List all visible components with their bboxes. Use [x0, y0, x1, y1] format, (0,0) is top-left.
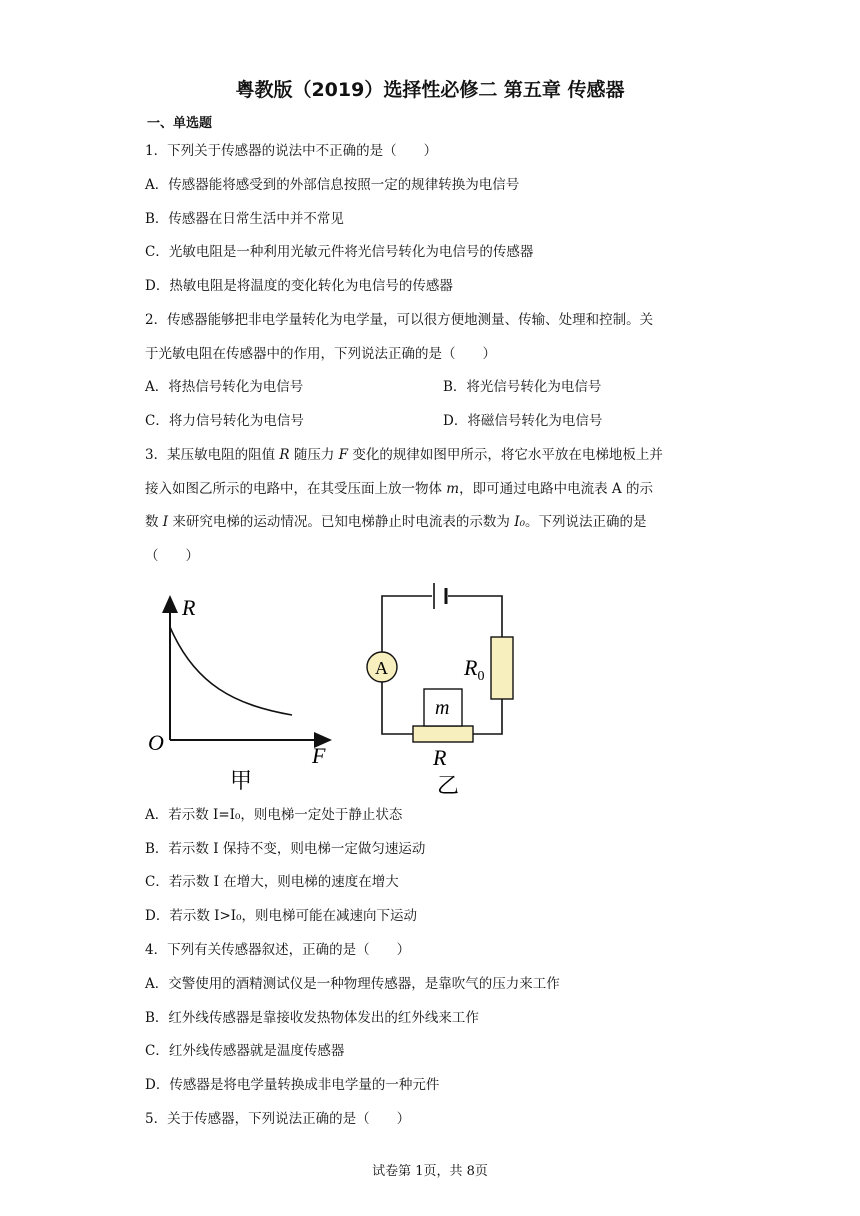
page-title: 粤教版（2019）选择性必修二 第五章 传感器 — [235, 79, 625, 101]
q5-stem: 5．关于传感器，下列说法正确的是（ ） — [145, 1111, 411, 1127]
figure-yi-caption: 乙 — [437, 773, 460, 798]
pressure-resistor — [413, 726, 473, 742]
q1-option-a: A．传感器能将感受到的外部信息按照一定的规律转换为电信号 — [145, 177, 520, 193]
q4-option-d: D．传感器是将电学量转换成非电学量的一种元件 — [145, 1077, 440, 1093]
q1-stem: 1．下列关于传感器的说法中不正确的是（ ） — [145, 143, 438, 159]
battery-icon — [434, 583, 446, 609]
q2-option-b: B．将光信号转化为电信号 — [443, 379, 602, 395]
q3-stem-line2: 接入如图乙所示的电路中，在其受压面上放一物体 m，即可通过电路中电流表 A 的示 — [145, 481, 653, 497]
q4-stem: 4．下列有关传感器叙述，正确的是（ ） — [145, 942, 411, 958]
q4-option-c: C．红外线传感器就是温度传感器 — [145, 1043, 345, 1059]
q3-option-c: C．若示数 I 在增大，则电梯的速度在增大 — [145, 874, 399, 890]
ammeter-label: A — [375, 658, 388, 678]
figure-jia-caption: 甲 — [230, 768, 253, 793]
y-axis-label: R — [182, 595, 196, 620]
resistor-r0 — [491, 637, 513, 699]
q3-option-a: A．若示数 I=I₀，则电梯一定处于静止状态 — [145, 807, 403, 823]
r0-label: $R_0$ — [464, 655, 485, 684]
r-f-curve — [170, 627, 292, 715]
q4-option-a: A．交警使用的酒精测试仪是一种物理传感器，是靠吹气的压力来工作 — [145, 976, 560, 992]
q2-option-a: A．将热信号转化为电信号 — [145, 379, 304, 395]
figure-jia-graph — [140, 585, 350, 795]
q3-stem-line1: 3．某压敏电阻的阻值 R 随压力 F 变化的规律如图甲所示，将它水平放在电梯地板上并 — [145, 447, 663, 463]
figure-yi-circuit — [360, 575, 530, 800]
q1-option-c: C．光敏电阻是一种利用光敏元件将光信号转化为电信号的传感器 — [145, 244, 534, 260]
section-heading: 一、单选题 — [147, 116, 213, 131]
q2-option-c: C．将力信号转化为电信号 — [145, 413, 304, 429]
q3-option-b: B．若示数 I 保持不变，则电梯一定做匀速运动 — [145, 841, 426, 857]
x-axis-label: F — [312, 743, 326, 768]
page-footer: 试卷第 1页，共 8页 — [372, 1164, 488, 1179]
q2-stem-line2: 于光敏电阻在传感器中的作用，下列说法正确的是（ ） — [145, 346, 496, 362]
mass-label: m — [435, 697, 450, 719]
q3-stem-line4: （ ） — [145, 548, 199, 564]
r-label: R — [433, 745, 447, 770]
q2-stem-line1: 2．传感器能够把非电学量转化为电学量，可以很方便地测量、传输、处理和控制。关 — [145, 312, 654, 328]
q1-option-b: B．传感器在日常生活中并不常见 — [145, 211, 344, 227]
q2-option-d: D．将磁信号转化为电信号 — [443, 413, 603, 429]
q3-option-d: D．若示数 I>I₀，则电梯可能在减速向下运动 — [145, 908, 418, 924]
q4-option-b: B．红外线传感器是靠接收发热物体发出的红外线来工作 — [145, 1010, 479, 1026]
q3-stem-line3: 数 I 来研究电梯的运动情况。已知电梯静止时电流表的示数为 I₀。下列说法正确的是 — [145, 514, 647, 530]
q1-option-d: D．热敏电阻是将温度的变化转化为电信号的传感器 — [145, 278, 453, 294]
origin-label: O — [148, 730, 164, 755]
